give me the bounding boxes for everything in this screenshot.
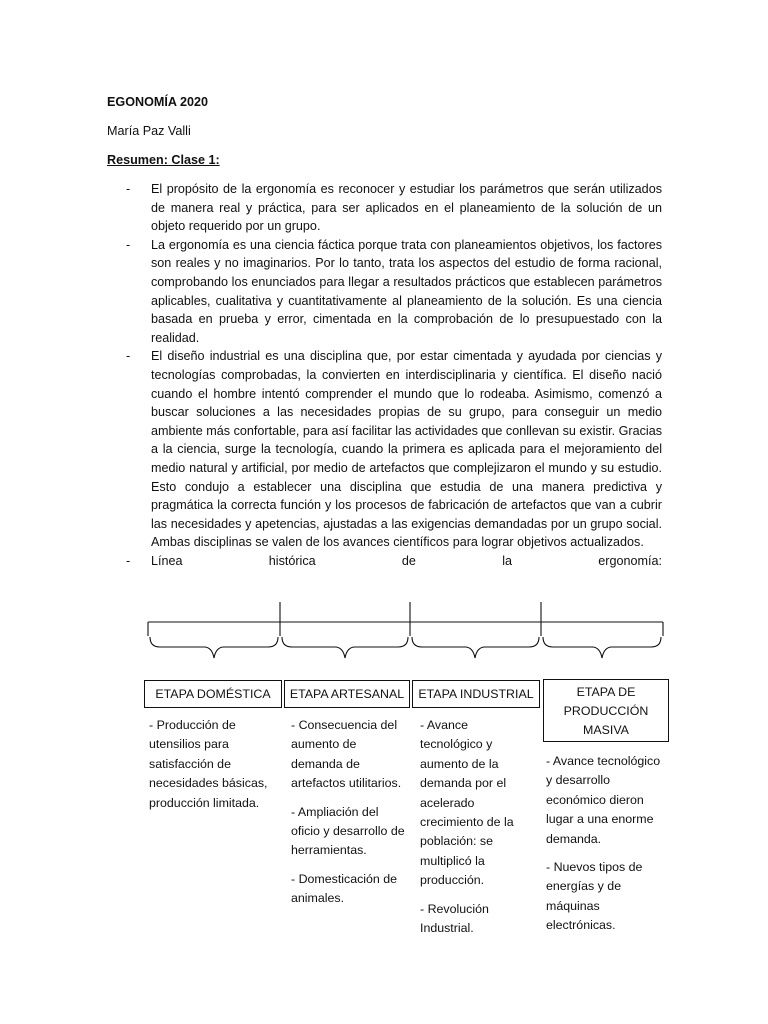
timeline-brace — [412, 637, 539, 658]
timeline-heading — [151, 552, 662, 571]
timeline-brace — [282, 637, 408, 658]
stage-note: - Avance tecnológico y desarrollo económico dieron lugar a una enorme demanda. — [546, 754, 661, 846]
bullet-item — [126, 236, 662, 348]
heading-word: la — [502, 553, 512, 568]
bullet-text: El diseño industrial es una disciplina que, por estar cimentada y ayudada por ciencias y tecnologías comprobadas, la convierten en interdisciplinaria y científica. El diseño nació cuando el hombre intentó comprender el mundo que lo rodeaba. Asimismo, comenzó a buscar soluciones a las necesidades propias de su grupo, para conseguir un medio ambiente más confortable, para así facilitar las actividades que conllevan su existir. Gracias a la ciencia, surge la tecnología, cuando la primera es aplicada para el mejoramiento del medio natural y artificial, por medio de artefactos que complejizaron el mundo y su estudio. Esto condujo a establecer una disciplina que estudia de una manera predictiva y pragmática la correcta función y los procesos de fabricación de artefactos que van a cubrir las necesidades y apetencias, ajustadas a las exigencias demandadas por un grupo social. Ambas disciplinas se valen de los avances científicos para lograr objetivos actualizados. — [151, 349, 662, 550]
stage-note: - Nuevos tipos de energías y de máquinas electrónicas. — [546, 860, 643, 933]
heading-word: ergonomía: — [598, 553, 662, 568]
stage-artesanal-notes — [291, 716, 407, 918]
stage-industrial-notes — [420, 716, 530, 947]
stage-note: - Domesticación de animales. — [291, 871, 398, 906]
heading-word: histórica — [268, 553, 316, 568]
stage-industrial-box: ETAPA INDUSTRIAL — [412, 680, 540, 708]
stage-note: - Ampliación del oficio y desarrollo de herramientas. — [291, 804, 405, 858]
bullet-text: La ergonomía es una ciencia fáctica porque trata con planeamientos objetivos, los factores son reales y no imaginarios. Por lo tanto, trata los aspectos del estudio de forma racional, comprobando los enunciados para llegar a resultados prácticos que establecen parámetros aplicables, cualitativa y cuantitativamente al planeamiento de la solución. Es una ciencia basada en prueba y error, cimentada en la comprobación de lo presupuestado con la realidad. — [151, 237, 662, 345]
summary-heading: Resumen: Clase 1: — [107, 153, 220, 167]
bullet-dash: - — [126, 349, 131, 364]
document-title: EGONOMÍA 2020 — [107, 95, 209, 109]
stage-note: - Revolución Industrial. — [420, 901, 489, 936]
stage-note: - Producción de utensilios para satisfacción de necesidades básicas, producción limitada. — [149, 718, 268, 810]
stage-note: - Avance tecnológico y aumento de la demanda por el acelerado crecimiento de la población: se multiplicó la producción. — [420, 718, 514, 888]
timeline-diagram — [145, 602, 665, 682]
bullet-list — [126, 180, 662, 570]
stage-produccion-masiva-box: ETAPA DE PRODUCCIÓN MASIVA — [543, 679, 669, 742]
author-name: María Paz Valli — [107, 124, 191, 138]
bullet-dash: - — [126, 182, 131, 196]
timeline-brace — [543, 637, 661, 658]
bullet-dash: - — [126, 237, 131, 252]
bullet-item — [126, 552, 662, 571]
bullet-item — [126, 180, 662, 236]
timeline-brace — [150, 637, 278, 658]
bullet-dash: - — [126, 553, 131, 568]
stage-artesanal-box: ETAPA ARTESANAL — [284, 680, 410, 708]
bullet-text: El propósito de la ergonomía es reconocer y estudiar los parámetros que serán utilizados de manera real y práctica, para ser aplicados en el planeamiento de la solución de un objeto requerido por un grupo. — [151, 182, 662, 234]
heading-word: de — [401, 553, 416, 568]
heading-word: Línea — [151, 553, 183, 568]
bullet-item — [126, 347, 662, 552]
stage-domestica-box: ETAPA DOMÉSTICA — [144, 680, 282, 708]
stage-domestica-notes — [149, 716, 277, 822]
stage-produccion-masiva-notes — [546, 752, 668, 945]
stage-note: - Consecuencia del aumento de demanda de artefactos utilitarios. — [291, 718, 402, 791]
